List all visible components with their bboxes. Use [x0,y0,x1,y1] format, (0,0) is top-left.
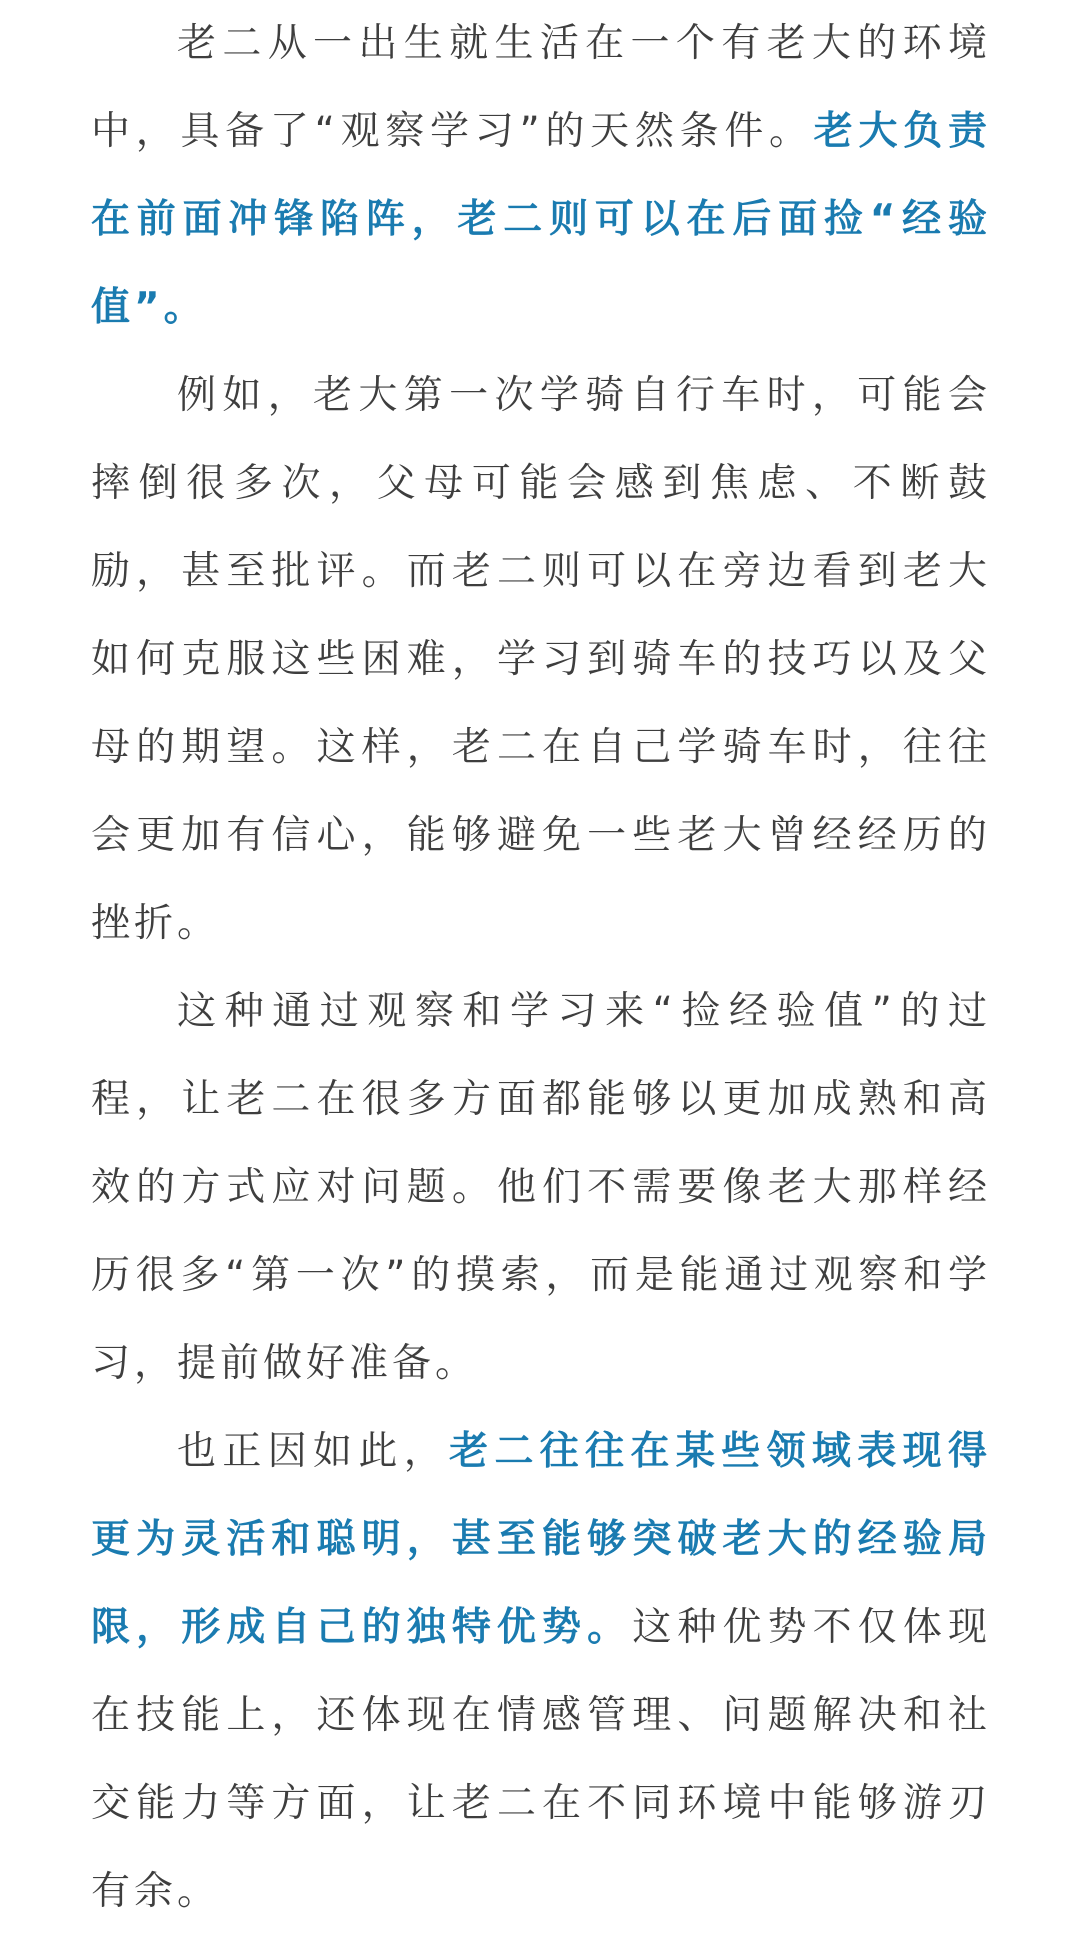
paragraph-4-highlight: 老二往往在某些领域表现得更为灵活和聪明，甚至能够突破老大的经验局限，形成自己的独特优势。 [91,1429,991,1650]
paragraph-2 [91,352,991,968]
paragraph-4-text-tail: 这种优势不仅体现在技能上，还体现在情感管理、问题解决和社交能力等方面，让老二在不同环境中能够游刃有余。 [91,1605,991,1914]
paragraph-4-text-lead: 也正因如此， [177,1429,450,1474]
paragraph-3 [91,968,991,1408]
article-body [91,0,991,1936]
paragraph-3-text: 这种通过观察和学习来“捡经验值”的过程，让老二在很多方面都能够以更加成熟和高效的方式应对问题。他们不需要像老大那样经历很多“第一次”的摸索，而是能通过观察和学习，提前做好准备。 [91,989,991,1386]
paragraph-4 [91,1408,991,1936]
paragraph-1 [91,0,991,352]
paragraph-1-highlight: 老大负责在前面冲锋陷阵，老二则可以在后面捡“经验值”。 [91,109,991,330]
paragraph-1-text: 老二从一出生就生活在一个有老大的环境中，具备了“观察学习”的天然条件。 [91,21,991,154]
paragraph-2-text: 例如，老大第一次学骑自行车时，可能会摔倒很多次，父母可能会感到焦虑、不断鼓励，甚至批评。而老二则可以在旁边看到老大如何克服这些困难，学习到骑车的技巧以及父母的期望。这样，老二在自己学骑车时，往往会更加有信心，能够避免一些老大曾经经历的挫折。 [91,373,991,946]
